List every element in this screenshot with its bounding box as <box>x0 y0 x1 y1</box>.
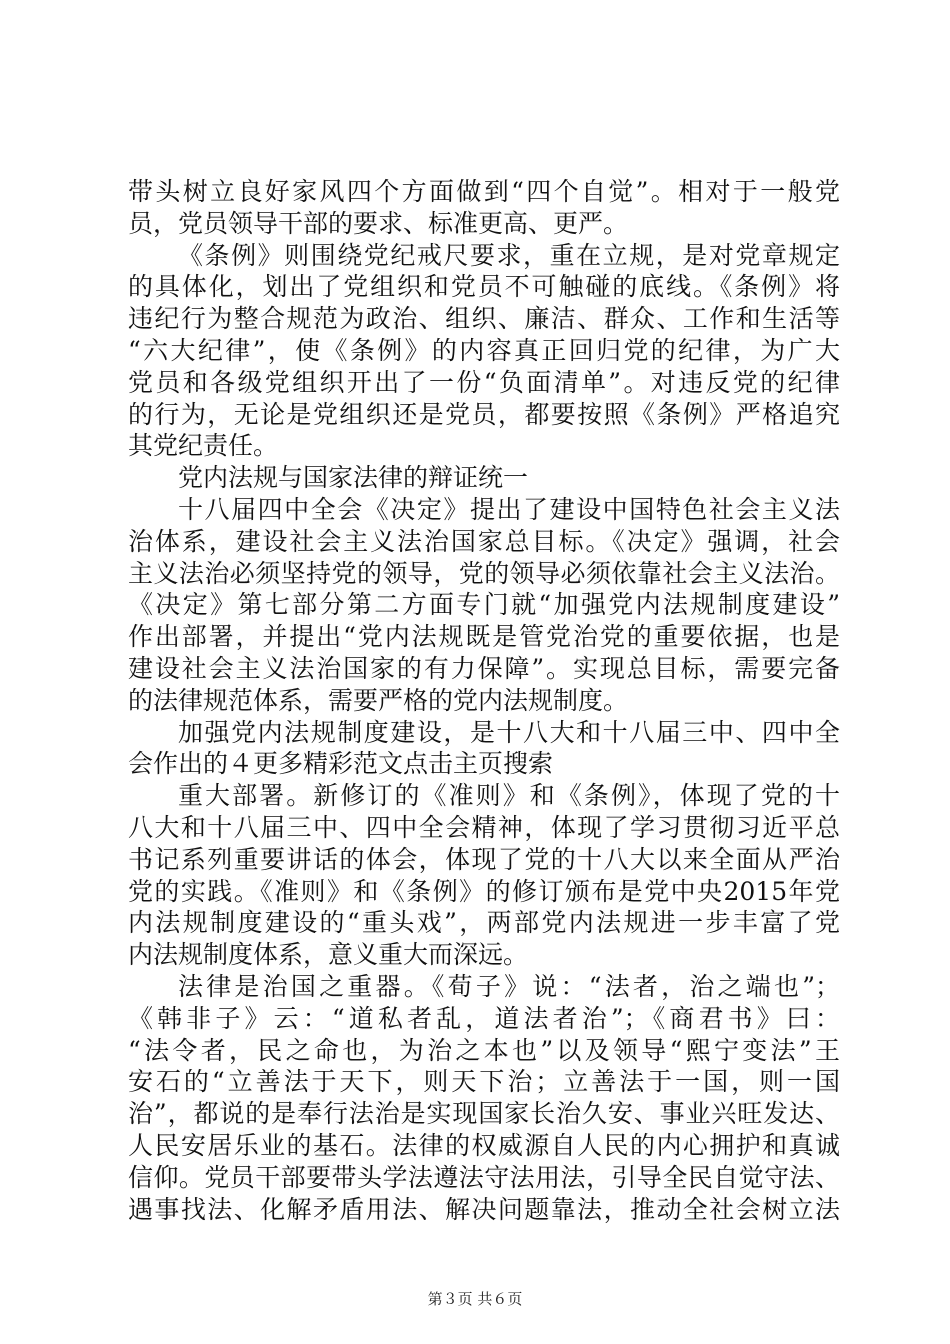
text-line: 信仰。党员干部要带头学法遵法守法用法，引导全民自觉守法、 <box>128 1162 840 1192</box>
text-line: 《韩非子》云：“道私者乱，道法者治”；《商君书》曰： <box>128 1003 840 1033</box>
text-line: 加强党内法规制度建设，是十八大和十八届三中、四中全 <box>178 717 840 747</box>
text-line: 的法律规范体系，需要严格的党内法规制度。 <box>128 685 629 715</box>
page-number-footer: 第３页 共６页 <box>427 1290 523 1308</box>
text-line: 党员和各级党组织开出了一份“负面清单”。对违反党的纪律 <box>128 367 840 397</box>
text-line: 内法规制度建设的“重头戏”，两部党内法规进一步丰富了党 <box>128 908 840 938</box>
text-line: “六大纪律”，使《条例》的内容真正回归党的纪律，为广大 <box>128 335 840 365</box>
text-line: 员，党员领导干部的要求、标准更高、更严。 <box>128 208 629 238</box>
text-line: 《条例》则围绕党纪戒尺要求，重在立规，是对党章规定 <box>178 240 840 270</box>
text-line: 其党纪责任。 <box>128 431 279 461</box>
text-line: 建设社会主义法治国家的有力保障”。实现总目标，需要完备 <box>128 653 840 683</box>
text-line: 治”，都说的是奉行法治是实现国家长治久安、事业兴旺发达、 <box>128 1099 840 1129</box>
text-line: 会作出的４更多精彩范文点击主页搜索 <box>128 749 554 779</box>
body-text <box>128 176 840 1225</box>
text-line: 的行为，无论是党组织还是党员，都要按照《条例》严格追究 <box>128 399 840 429</box>
text-line: “法令者，民之命也，为治之本也”以及领导“熙宁变法”王 <box>128 1035 840 1065</box>
text-line: 安石的“立善法于天下，则天下治；立善法于一国，则一国 <box>128 1067 840 1097</box>
text-line: 主义法治必须坚持党的领导，党的领导必须依靠社会主义法治。 <box>128 558 840 588</box>
text-line: 十八届四中全会《决定》提出了建设中国特色社会主义法 <box>178 494 840 524</box>
text-line: 重大部署。新修订的《准则》和《条例》，体现了党的十 <box>178 781 840 811</box>
text-line: 法律是治国之重器。《荀子》说：“法者，治之端也”； <box>178 971 840 1001</box>
text-line: 违纪行为整合规范为政治、组织、廉洁、群众、工作和生活等 <box>128 304 840 334</box>
text-line: 八大和十八届三中、四中全会精神，体现了学习贯彻习近平总 <box>128 812 840 842</box>
text-line: 带头树立良好家风四个方面做到“四个自觉”。相对于一般党 <box>128 177 840 206</box>
text-line: 书记系列重要讲话的体会，体现了党的十八大以来全面从严治 <box>128 844 840 874</box>
text-line: 内法规制度体系，意义重大而深远。 <box>128 940 529 970</box>
text-line: 的具体化，划出了党组织和党员不可触碰的底线。《条例》将 <box>128 272 840 302</box>
text-line: 《决定》第七部分第二方面专门就“加强党内法规制度建设” <box>128 590 840 620</box>
text-line: 人民安居乐业的基石。法律的权威源自人民的内心拥护和真诚 <box>128 1130 840 1160</box>
text-line: 治体系，建设社会主义法治国家总目标。《决定》强调，社会 <box>128 526 840 556</box>
text-line: 党的实践。《准则》和《条例》的修订颁布是党中央2015年党 <box>128 876 840 906</box>
text-line: 作出部署，并提出“党内法规既是管党治党的重要依据，也是 <box>128 622 840 652</box>
section-heading: 党内法规与国家法律的辩证统一 <box>178 463 529 493</box>
text-line: 遇事找法、化解矛盾用法、解决问题靠法，推动全社会树立法 <box>128 1194 840 1224</box>
